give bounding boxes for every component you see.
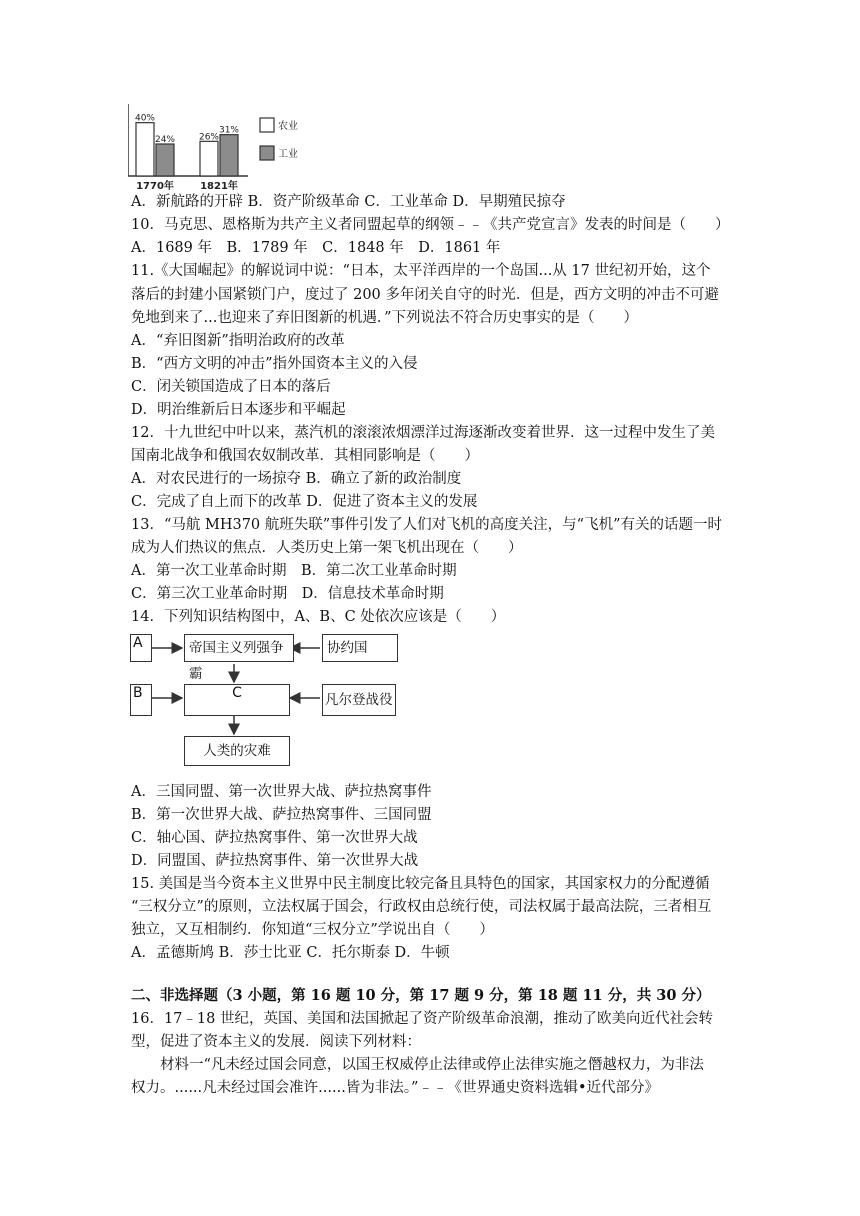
box-a-label: A bbox=[133, 635, 143, 651]
box-b-label: B bbox=[133, 685, 143, 701]
text-line: “三权分立”的原则，立法权属于国会，行政权由总统行使，司法权属于最高法院，三者相互 bbox=[131, 899, 712, 915]
text-line: 落后的封建小国紧锁门户，度过了 200 多年闭关自守的时光．但是，西方文明的冲击不可避 bbox=[131, 287, 719, 303]
text-line: 14．下列知识结构图中，A、B、C 处依次应该是（ ） bbox=[131, 609, 506, 625]
box-top-right bbox=[322, 634, 398, 662]
data-label: 26% bbox=[198, 132, 220, 143]
data-label: 31% bbox=[218, 125, 240, 136]
text-line: 16．17﹣18 世纪，英国、美国和法国掀起了资产阶级革命浪潮，推动了欧美向近代社会转 bbox=[131, 1011, 713, 1027]
bar-chart bbox=[128, 104, 328, 194]
tick-label: 1821年 bbox=[200, 181, 238, 192]
text-line: C．轴心国、萨拉热窝事件、第一次世界大战 bbox=[131, 830, 418, 846]
text-line: 11.《大国崛起》的解说词中说：“日本，太平洋西岸的一个岛国...从 17 世纪初开始，这个 bbox=[131, 263, 711, 279]
box-mid-right-label: 凡尔登战役 bbox=[325, 692, 393, 708]
text-line: 10．马克思、恩格斯为共产主义者同盟起草的纲领﹣﹣《共产党宣言》发表的时间是（ ） bbox=[131, 217, 730, 233]
text-line: 型，促进了资本主义的发展．阅读下列材料： bbox=[131, 1034, 421, 1050]
text-line: 材料一“凡未经过国会同意，以国王权威停止法律或停止法律实施之僭越权力，为非法 bbox=[160, 1057, 704, 1073]
legend-label: 工业 bbox=[278, 149, 298, 160]
text-line: 独立，又互相制约．你知道“三权分立”学说出自（ ） bbox=[131, 922, 494, 938]
box-top-right-label: 协约国 bbox=[327, 640, 368, 656]
tick-label: 1770年 bbox=[136, 181, 174, 192]
text-line: 13．“马航 MH370 航班失联”事件引发了人们对飞机的高度关注，与“飞机”有关的话题一时 bbox=[131, 517, 722, 533]
text-line: C．闭关锁国造成了日本的落后 bbox=[131, 379, 331, 395]
text-line: D．同盟国、萨拉热窝事件、第一次世界大战 bbox=[131, 853, 419, 869]
legend-swatch bbox=[260, 118, 274, 132]
text-line: A．新航路的开辟 B．资产阶级革命 C．工业革命 D．早期殖民掠夺 bbox=[131, 194, 566, 210]
box-bottom-label: 人类的灾难 bbox=[203, 743, 271, 759]
bar-农业-1770年 bbox=[136, 123, 154, 176]
text-line: A．孟德斯鸠 B．莎士比亚 C．托尔斯泰 D．牛顿 bbox=[131, 945, 450, 961]
data-label: 24% bbox=[154, 135, 176, 145]
text-line: 成为人们热议的焦点．人类历史上第一架飞机出现在（ ） bbox=[131, 540, 523, 556]
box-bottom bbox=[184, 736, 290, 766]
data-label: 40% bbox=[134, 113, 156, 124]
bar-农业-1821年 bbox=[200, 141, 218, 176]
box-c-label: C bbox=[232, 685, 242, 701]
box-c bbox=[184, 684, 290, 716]
box-top-center-label: 帝国主义列强争霸 bbox=[189, 640, 284, 682]
box-b bbox=[130, 684, 152, 716]
text-line: 免地到来了...也迎来了弃旧图新的机遇．”下列说法不符合历史事实的是（ ） bbox=[131, 310, 638, 326]
text-line: A．“弃旧图新”指明治政府的改革 bbox=[131, 333, 345, 349]
legend-label: 农业 bbox=[278, 121, 298, 132]
text-line: A．对农民进行的一场掠夺 B．确立了新的政治制度 bbox=[131, 471, 462, 487]
text-line: 15. 美国是当今资本主义世界中民主制度比较完备且具特色的国家，其国家权力的分配遵循 bbox=[131, 876, 710, 892]
bar-工业-1770年 bbox=[156, 144, 174, 176]
box-mid-right bbox=[322, 684, 396, 716]
text-line: B．“西方文明的冲击”指外国资本主义的入侵 bbox=[131, 356, 418, 372]
text-line: 权力。......凡未经过国会准许......皆为非法。”﹣﹣《世界通史资料选辑•近代部分》 bbox=[131, 1080, 660, 1096]
text-line: A．三国同盟、第一次世界大战、萨拉热窝事件 bbox=[131, 784, 432, 800]
legend-swatch bbox=[260, 146, 274, 160]
text-line: A．1689 年 B．1789 年 C．1848 年 D．1861 年 bbox=[131, 240, 501, 256]
knowledge-diagram bbox=[128, 630, 398, 770]
box-top-center bbox=[184, 634, 294, 682]
text-line: B．第一次世界大战、萨拉热窝事件、三国同盟 bbox=[131, 807, 432, 823]
text-line: D．明治维新后日本逐步和平崛起 bbox=[131, 402, 346, 418]
text-line: 国南北战争和俄国农奴制改革．其相同影响是（ ） bbox=[131, 448, 479, 464]
bar-工业-1821年 bbox=[220, 135, 238, 176]
section-heading: 二、非选择题（3 小题，第 16 题 10 分，第 17 题 9 分，第 18 题 11 分，共 30 分） bbox=[131, 987, 711, 1004]
text-line: C．完成了自上而下的改革 D．促进了资本主义的发展 bbox=[131, 494, 478, 510]
text-line: C．第三次工业革命时期 D．信息技术革命时期 bbox=[131, 586, 444, 602]
box-a bbox=[130, 634, 152, 662]
text-line: A．第一次工业革命时期 B．第二次工业革命时期 bbox=[131, 563, 457, 579]
text-line: 12．十九世纪中叶以来，蒸汽机的滚滚浓烟漂洋过海逐渐改变着世界．这一过程中发生了美 bbox=[131, 425, 715, 441]
